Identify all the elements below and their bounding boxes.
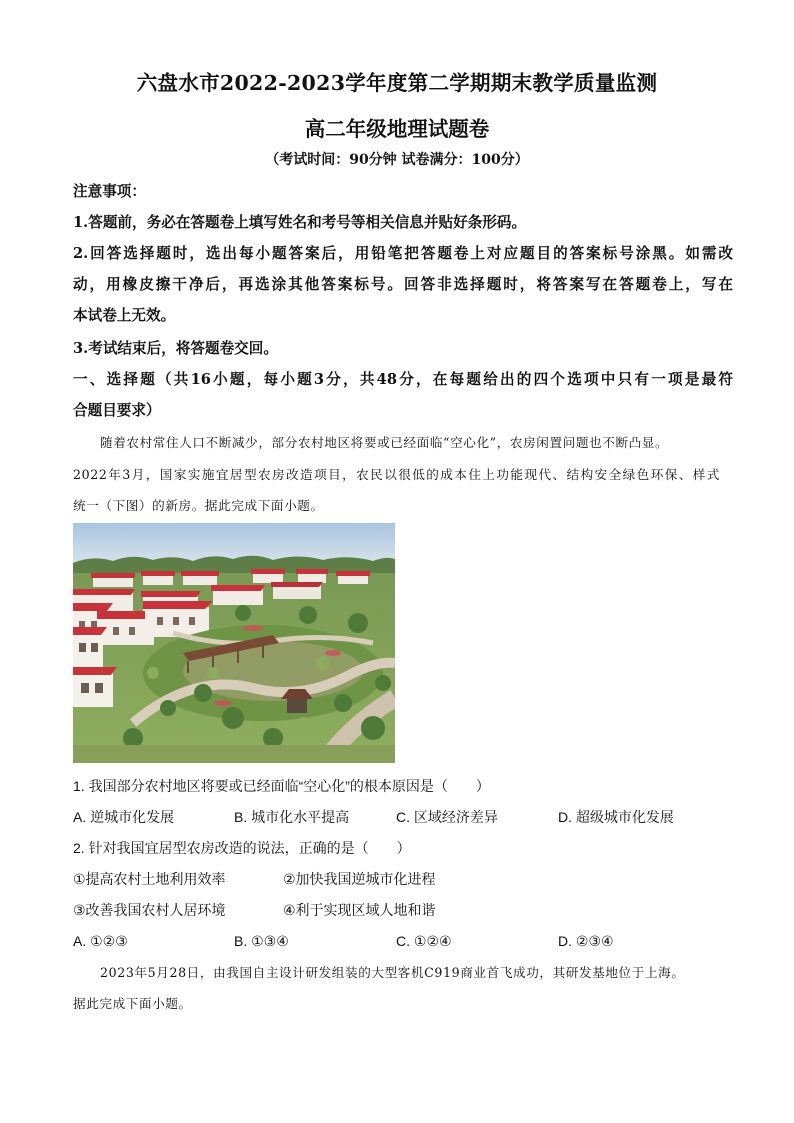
passage1-line-1: 随着农村常住人口不断减少，部分农村地区将要或已经面临“空心化”，农房闲置问题也不断凸显。 — [100, 435, 669, 450]
q2-option-c[interactable]: C. ①②④ — [396, 933, 452, 949]
notes-heading: 注意事项： — [73, 183, 146, 200]
note-item-3: 3.考试结束后，将答题卷交回。 — [73, 340, 278, 357]
q2-option-b[interactable]: B. ①③④ — [234, 933, 289, 949]
q2-option-a[interactable]: A. ①②③ — [73, 933, 128, 949]
q1-stem: 1. 我国部分农村地区将要或已经面临“空心化”的根本原因是（ ） — [73, 778, 490, 794]
passage2-line-1: 2023年5月28日，由我国自主设计研发组装的大型客机C919商业首飞成功，其研发基地位于上海。 — [100, 965, 685, 980]
passage2-line-2: 据此完成下面小题。 — [73, 996, 192, 1011]
q1-option-c[interactable]: C. 区域经济差异 — [396, 809, 498, 825]
q1-option-d[interactable]: D. 超级城市化发展 — [558, 809, 674, 825]
q2-statement-3: ③改善我国农村人居环境 — [73, 902, 226, 918]
q2-statement-4: ④利于实现区域人地和谐 — [283, 902, 436, 918]
exam-title-line2: 高二年级地理试题卷 — [304, 117, 490, 141]
note-item-1: 1.答题前，务必在答题卷上填写姓名和考号等相关信息并贴好条形码。 — [73, 214, 527, 231]
section-heading-line-2: 合题目要求） — [73, 402, 161, 419]
q2-option-d[interactable]: D. ②③④ — [558, 933, 614, 949]
q2-stem: 2. 针对我国宜居型农房改造的说法，正确的是（ ） — [73, 840, 411, 856]
exam-info: （考试时间：90分钟 试卷满分：100分） — [265, 152, 529, 168]
section-heading-line-1: 一、选择题（共16小题，每小题3分，共48分，在每题给出的四个选项中只有一项是最符 — [73, 371, 733, 388]
passage1-line-2: 2022年3月，国家实施宜居型农房改造项目，农民以很低的成本住上功能现代、结构安全绿色环保、样式 — [73, 467, 720, 482]
q2-statement-1: ①提高农村土地利用效率 — [73, 871, 226, 887]
q2-statement-2: ②加快我国逆城市化进程 — [283, 871, 436, 887]
passage1-line-3: 统一（下图）的新房。据此完成下面小题。 — [73, 498, 324, 513]
exam-title-line1: 六盘水市2022-2023学年度第二学期期末教学质量监测 — [136, 71, 658, 95]
note-item-2-line-3: 本试卷上无效。 — [73, 307, 176, 324]
note-item-2-line-1: 2.回答选择题时，选出每小题答案后，用铅笔把答题卷上对应题目的答案标号涂黑。如需改 — [73, 245, 733, 262]
note-item-2-line-2: 动，用橡皮擦干净后，再选涂其他答案标号。回答非选择题时，将答案写在答题卷上，写在 — [73, 276, 733, 293]
village-photo — [73, 523, 395, 763]
q1-option-a[interactable]: A. 逆城市化发展 — [73, 809, 175, 825]
q1-option-b[interactable]: B. 城市化水平提高 — [234, 809, 350, 825]
